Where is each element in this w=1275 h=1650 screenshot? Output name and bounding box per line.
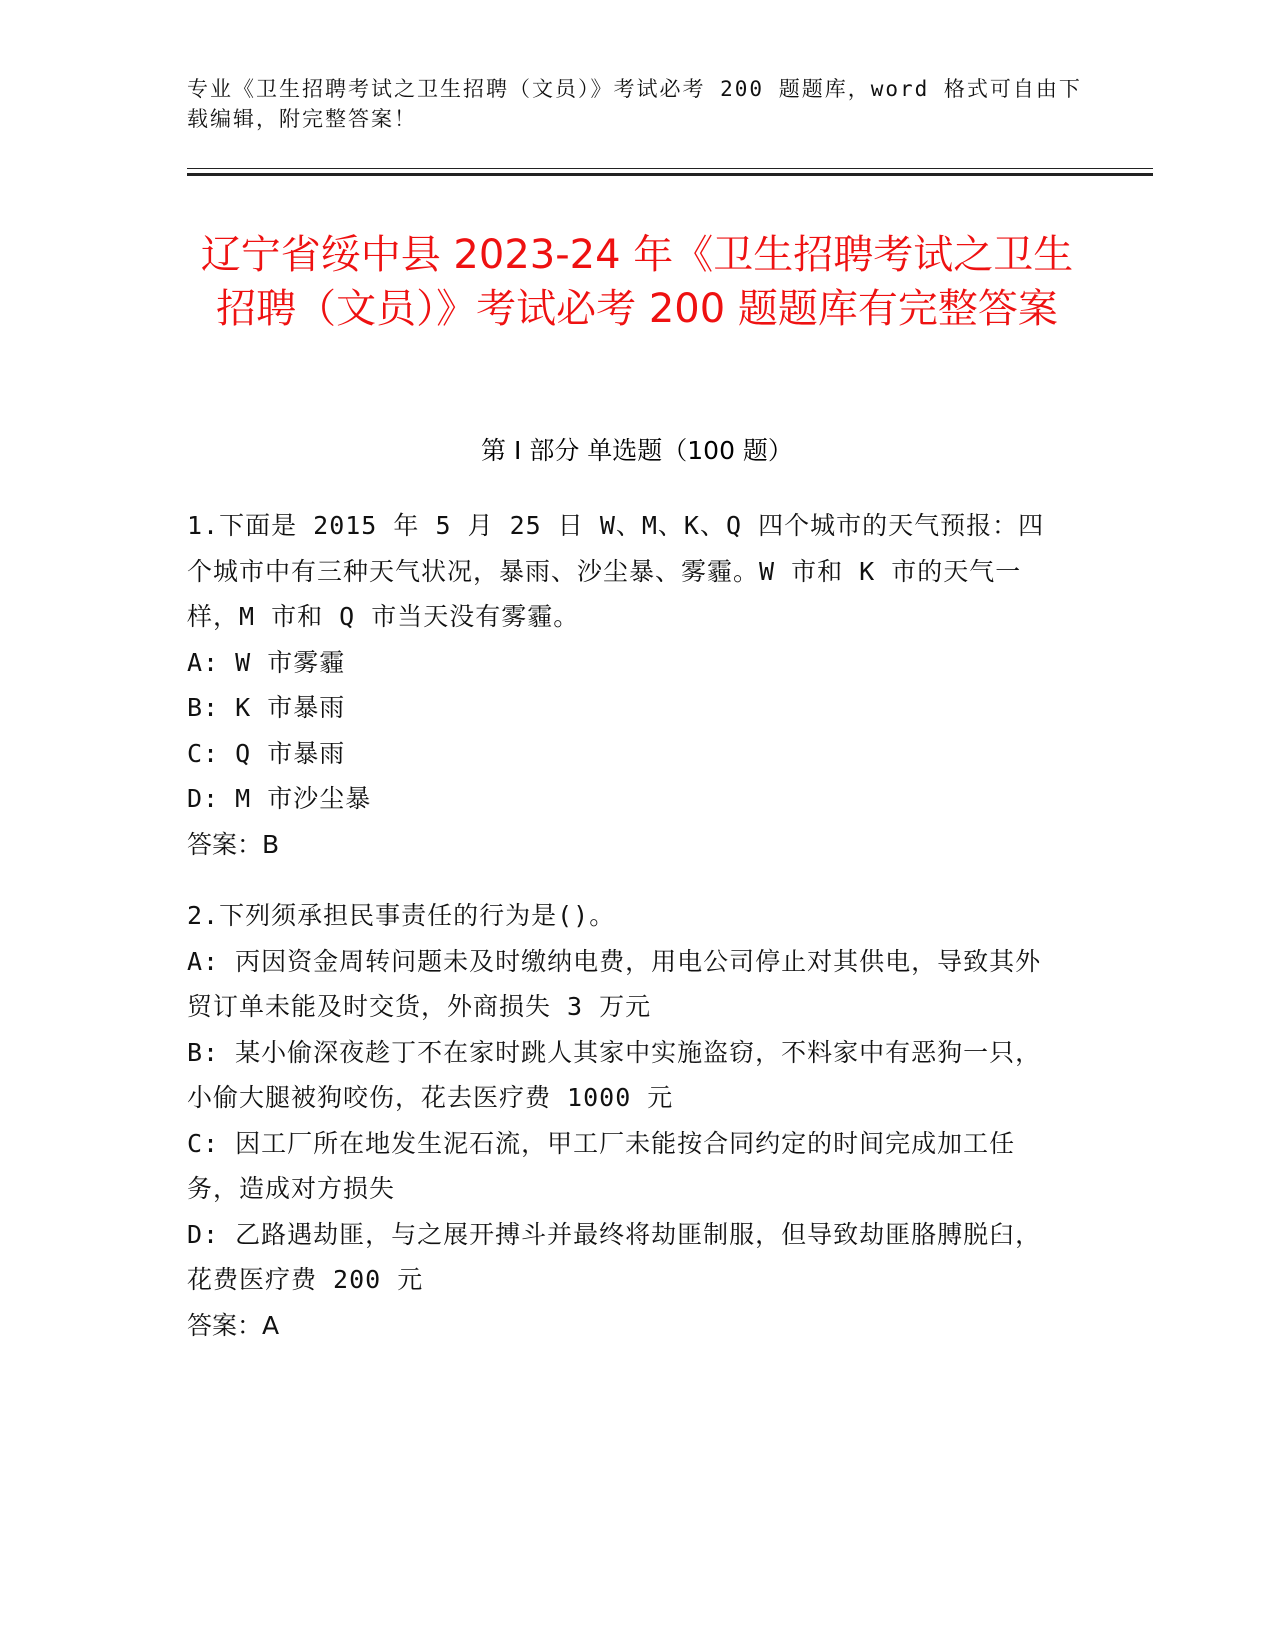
option-c: C: 因工厂所在地发生泥石流，甲工厂未能按合同约定的时间完成加工任务，造成对方损失 — [187, 1128, 1016, 1203]
header-rule-thick — [187, 173, 1153, 176]
answer: 答案：A — [187, 1310, 280, 1340]
option-a: A: W 市雾霾 — [187, 647, 346, 677]
answer: 答案：B — [187, 829, 280, 859]
header-note: 专业《卫生招聘考试之卫生招聘（文员）》考试必考 200 题题库，word 格式可自由下载编辑，附完整答案！ — [187, 77, 1082, 131]
question-2 — [187, 893, 1067, 1348]
header-rule-thin — [187, 168, 1153, 169]
section-heading: 第 I 部分 单选题（100 题） — [481, 436, 793, 465]
option-b: B: K 市暴雨 — [187, 693, 346, 722]
option-c: C: Q 市暴雨 — [187, 738, 346, 768]
option-a: A: 丙因资金周转问题未及时缴纳电费，用电公司停止对其供电，导致其外贸订单未能及时交货，外商损失 3 万元 — [187, 946, 1042, 1021]
question-stem: 1.下面是 2015 年 5 月 25 日 W、M、K、Q 四个城市的天气预报：四个城市中有三种天气状况，暴雨、沙尘暴、雾霾。W 市和 K 市的天气一样，M 市和 Q 市当天没有雾霾。 — [187, 511, 1045, 631]
option-d: D: 乙路遇劫匪，与之展开搏斗并最终将劫匪制服，但导致劫匪胳膊脱臼，花费医疗费 200 元 — [187, 1219, 1042, 1294]
document-title: 辽宁省绥中县 2023-24 年《卫生招聘考试之卫生招聘（文员）》考试必考 200 题题库有完整答案 — [200, 232, 1074, 332]
option-b: B: 某小偷深夜趁丁不在家时跳人其家中实施盗窃，不料家中有恶狗一只，小偷大腿被狗咬伤，花去医疗费 1000 元 — [187, 1037, 1042, 1112]
question-stem: 2.下列须承担民事责任的行为是()。 — [187, 901, 616, 930]
question-1 — [187, 503, 1067, 867]
option-d: D: M 市沙尘暴 — [187, 784, 372, 813]
